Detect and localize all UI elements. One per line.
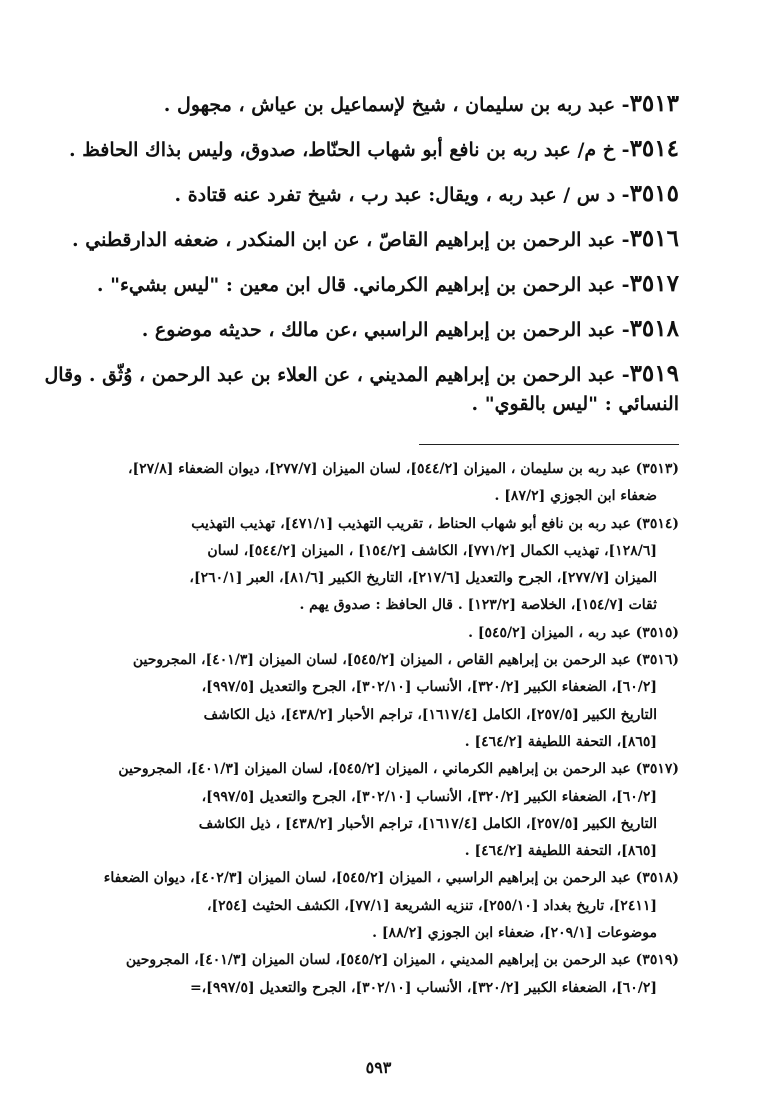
footnote-line: [٦٠/٢]، الضعفاء الكبير [٣٢٠/٢]، الأنساب [٣٠٢/١٠]، الجرح والتعديل [٩٩٧/٥]، — [201, 788, 657, 805]
entries-list — [44, 82, 679, 419]
entry-text: - عبد الرحمن بن إبراهيم الكرماني. قال ابن معين : "ليس بشيء" . — [96, 274, 630, 296]
footnote-line: (٣٥١٧) عبد الرحمن بن إبراهيم الكرماني ، الميزان [٥٤٥/٢]، لسان الميزان [٤٠١/٣]، المجروحين — [118, 761, 679, 778]
entry-3519 — [44, 352, 679, 419]
entry-number: ٣٥١٨ — [629, 315, 679, 342]
page-number: ٥٩٣ — [365, 1058, 392, 1077]
entry-3515 — [59, 172, 679, 217]
footnote-line: التاريخ الكبير [٢٥٧/٥]، الكامل [١٦١٧/٤]، تراجم الأحبار [٤٣٨/٢]، ذيل الكاشف — [203, 706, 657, 723]
entry-text: - عبد الرحمن بن إبراهيم المديني ، عن العلاء بن عبد الرحمن ، وُثّق . وقال — [44, 364, 630, 386]
entry-number: ٣٥١٧ — [629, 270, 679, 297]
entry-number: ٣٥١٦ — [629, 225, 679, 252]
footnote-line: (٣٥١٦) عبد الرحمن بن إبراهيم القاص ، الميزان [٥٤٥/٢]، لسان الميزان [٤٠١/٣]، المجروحين — [132, 652, 679, 669]
footnote-line: الميزان [٢٧٧/٧]، الجرح والتعديل [٢١٧/٦]، التاريخ الكبير [٨١/٦]، العبر [٢٦٠/١]، — [189, 570, 657, 587]
entry-continuation: النسائي : "ليس بالقوي" . — [471, 393, 679, 415]
entry-number: ٣٥١٩ — [629, 360, 679, 387]
footnote-line: (٣٥١٩) عبد الرحمن بن إبراهيم المديني ، الميزان [٥٤٥/٢]، لسان الميزان [٤٠١/٣]، المجروحين — [125, 952, 679, 969]
footnote-line: [٨٦٥]، التحفة اللطيفة [٤٦٤/٢] . — [464, 733, 657, 750]
footnote-line: (٣٥١٣) عبد ربه بن سليمان ، الميزان [٥٤٤/٢]، لسان الميزان [٢٧٧/٧]، ديوان الضعفاء [٢٧/٨]، — [127, 461, 679, 477]
entry-text: - عبد الرحمن بن إبراهيم الراسبي ،عن مالك ، حديثه موضوع . — [141, 319, 630, 341]
footnote-line: [٨٦٥]، التحفة اللطيفة [٤٦٤/٢] . — [464, 843, 657, 860]
footnote-separator — [419, 444, 679, 445]
entry-3514 — [59, 127, 679, 172]
footnote-3519 — [74, 947, 679, 1002]
entry-3517 — [59, 262, 679, 307]
entry-number: ٣٥١٥ — [629, 180, 679, 207]
footnote-line: [٦٠/٢]، الضعفاء الكبير [٣٢٠/٢]، الأنساب [٣٠٢/١٠]، الجرح والتعديل [٩٩٧/٥]، — [201, 679, 657, 696]
footnote-line: (٣٥١٤) عبد ربه بن نافع أبو شهاب الحناط ، تقريب التهذيب [٤٧١/١]، تهذيب التهذيب — [191, 515, 679, 532]
entry-3516 — [59, 217, 679, 262]
footnote-3515 — [74, 620, 679, 647]
footnote-3516 — [74, 647, 679, 756]
footnote-3513 — [74, 456, 679, 511]
entry-text: - عبد الرحمن بن إبراهيم القاصّ ، عن ابن المنكدر ، ضعفه الدارقطني . — [72, 229, 630, 251]
entry-text: - د س / عبد ربه ، ويقال: عبد رب ، شيخ تفرد عنه قتادة . — [174, 184, 630, 206]
footnote-3514 — [74, 511, 679, 620]
footnote-3517 — [74, 756, 679, 865]
footnote-line: [٦٠/٢]، الضعفاء الكبير [٣٢٠/٢]، الأنساب [٣٠٢/١٠]، الجرح والتعديل [٩٩٧/٥]،= — [189, 979, 657, 996]
entry-text: - خ م/ عبد ربه بن نافع أبو شهاب الحنّاط، صدوق، وليس بذاك الحافظ . — [68, 139, 630, 161]
footnote-line: (٣٥١٥) عبد ربه ، الميزان [٥٤٥/٢] . — [468, 624, 679, 641]
entry-text: - عبد ربه بن سليمان ، شيخ لإسماعيل بن عياش ، مجهول . — [163, 94, 630, 116]
footnote-line: [١٢٨/٦]، تهذيب الكمال [٧٧١/٢]، الكاشف [١٥٤/٢] ، الميزان [٥٤٤/٢]، لسان — [207, 542, 657, 559]
entry-3513 — [59, 82, 679, 127]
footnote-line: ضعفاء ابن الجوزي [٨٧/٢] . — [494, 488, 657, 505]
footnote-3518 — [74, 865, 679, 947]
footnote-line: (٣٥١٨) عبد الرحمن بن إبراهيم الراسبي ، الميزان [٥٤٥/٢]، لسان الميزان [٤٠٢/٣]، ديوان الضعفاء — [103, 870, 679, 887]
entry-number: ٣٥١٤ — [629, 135, 679, 162]
footnote-line: ثقات [١٥٤/٧]، الخلاصة [١٢٣/٢] . قال الحافظ : صدوق يهم . — [299, 597, 657, 614]
footnote-line: [٢٤١١]، تاريخ بغداد [٢٥٥/١٠]، تنزيه الشريعة [٧٧/١]، الكشف الحثيث [٢٥٤]، — [206, 897, 657, 914]
footnote-line: موضوعات [٢٠٩/١]، ضعفاء ابن الجوزي [٨٨/٢] . — [372, 925, 657, 942]
footnotes-list — [74, 456, 679, 1002]
entry-number: ٣٥١٣ — [629, 90, 679, 117]
footnote-line: التاريخ الكبير [٢٥٧/٥]، الكامل [١٦١٧/٤]، تراجم الأحبار [٤٣٨/٢] ، ذيل الكاشف — [198, 815, 657, 832]
entry-3518 — [59, 307, 679, 352]
